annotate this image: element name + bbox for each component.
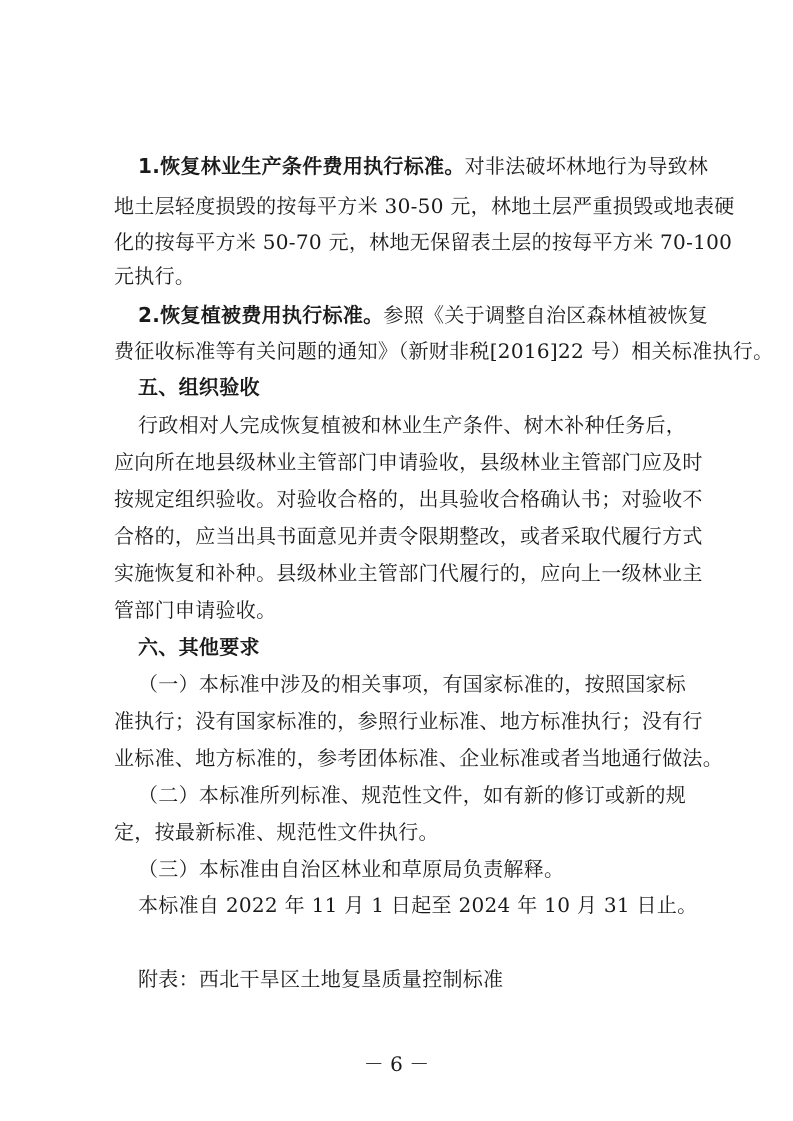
section5-line: 按规定组织验收。对验收合格的，出具验收合格确认书；对验收不: [114, 487, 703, 511]
item1-line4: 元执行。: [114, 264, 196, 288]
attachment-note: 附表：西北干旱区土地复垦质量控制标准: [138, 967, 504, 991]
section6-p3: （三）本标准由自治区林业和草原局负责解释。: [138, 857, 565, 881]
item2-line2: 费征收标准等有关问题的通知》（新财非税[2016]22 号）相关标准执行。: [114, 339, 774, 363]
section5-line: 管部门申请验收。: [114, 598, 277, 622]
section6-heading: 六、其他要求: [138, 635, 260, 659]
item2-line1: [138, 301, 718, 329]
item1-line1-text: 对非法破坏林地行为导致林: [464, 154, 709, 178]
item1-line1: [138, 152, 718, 180]
section6-p1-line: （一）本标准中涉及的相关事项，有国家标准的，按照国家标: [138, 672, 687, 696]
section6-p1-line: 准执行；没有国家标准的，参照行业标准、地方标准执行；没有行: [114, 709, 703, 733]
section5-line: 行政相对人完成恢复植被和林业生产条件、树木补种任务后，: [138, 413, 687, 437]
item2-title: 2.恢复植被费用执行标准。: [138, 303, 384, 327]
section6-p2-line: （二）本标准所列标准、规范性文件，如有新的修订或新的规: [138, 783, 687, 807]
page-number: － 6 －: [363, 1052, 430, 1076]
item1-line3: 化的按每平方米 50-70 元，林地无保留表土层的按每平方米 70-100: [114, 230, 733, 254]
effective-period: 本标准自 2022 年 11 月 1 日起至 2024 年 10 月 31 日止。: [138, 893, 698, 917]
section5-heading: 五、组织验收: [138, 375, 260, 399]
section6-p2-line: 定，按最新标准、规范性文件执行。: [114, 820, 439, 844]
item2-line1-text: 参照《关于调整自治区森林植被恢复: [383, 303, 709, 327]
section5-line: 实施恢复和补种。县级林业主管部门代履行的，应向上一级林业主: [114, 561, 703, 585]
section5-line: 应向所在地县级林业主管部门申请验收，县级林业主管部门应及时: [114, 450, 703, 474]
section6-p1-line: 业标准、地方标准的，参考团体标准、企业标准或者当地通行做法。: [114, 746, 723, 770]
item1-line2: 地土层轻度损毁的按每平方米 30-50 元，林地土层严重损毁或地表硬: [114, 194, 735, 218]
item1-title: 1.恢复林业生产条件费用执行标准。: [138, 154, 465, 178]
section5-line: 合格的，应当出具书面意见并责令限期整改，或者采取代履行方式: [114, 524, 703, 548]
